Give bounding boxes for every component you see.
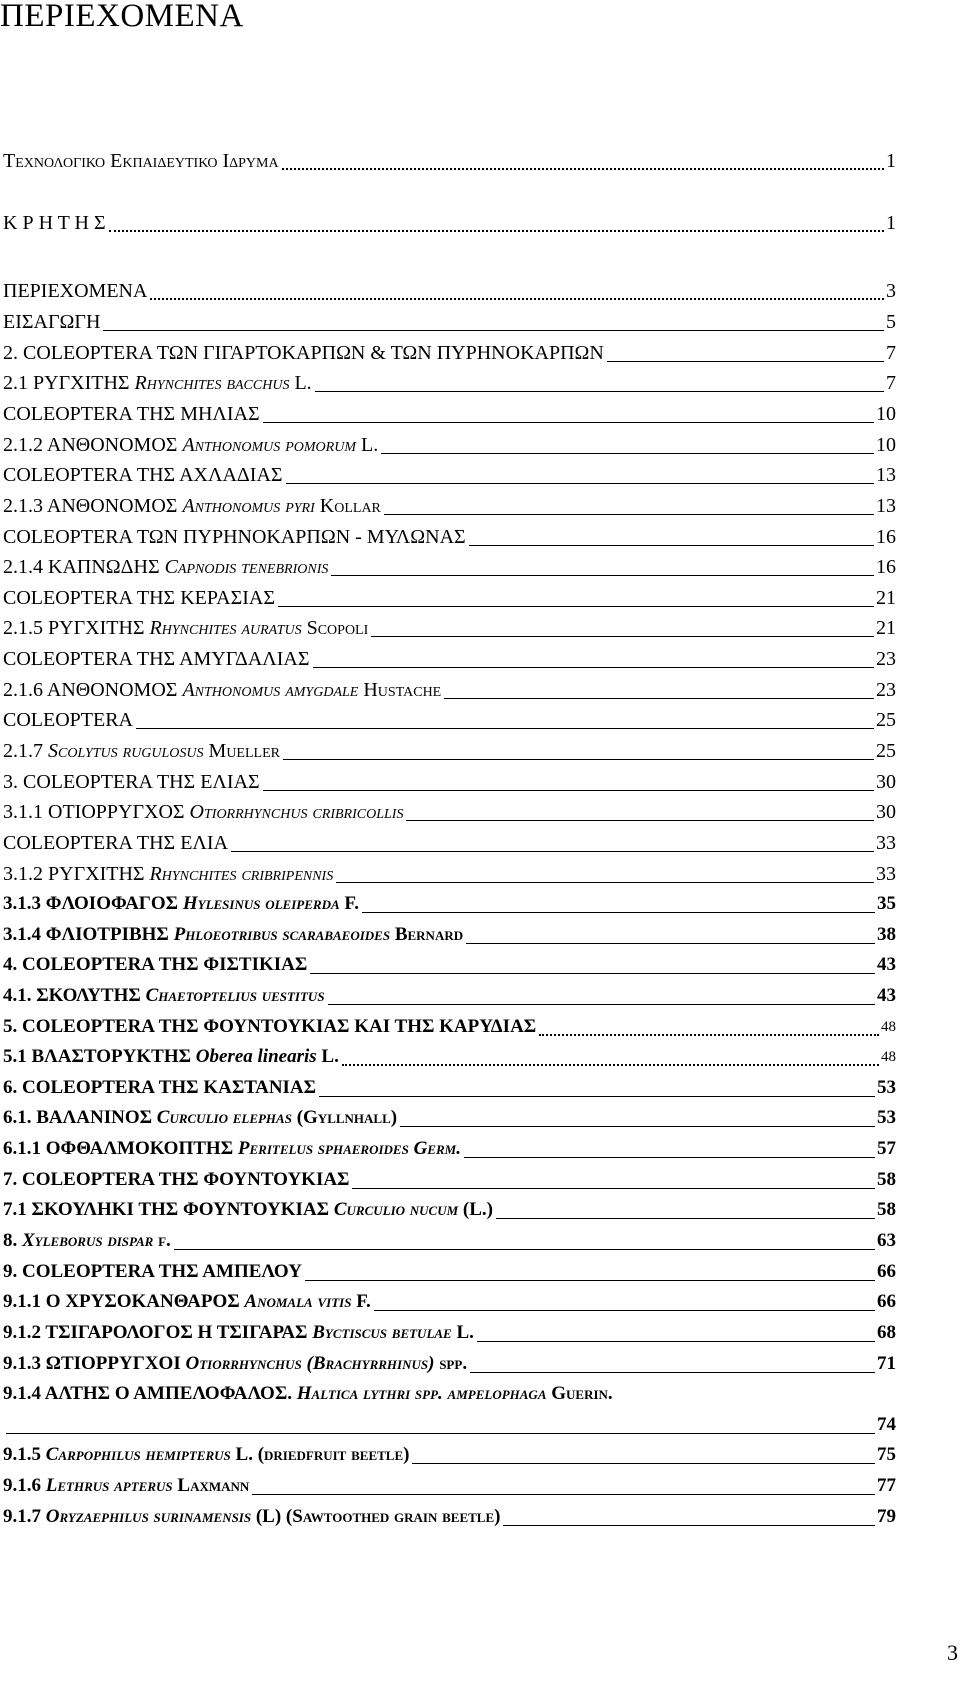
- toc-entry-title-part: L.: [451, 1322, 474, 1343]
- toc-page-number: 75: [877, 1444, 896, 1465]
- toc-entry[interactable]: [3, 706, 896, 732]
- toc-leader: [352, 1188, 875, 1189]
- toc-entry[interactable]: [3, 921, 896, 947]
- toc-entry-title-part: 9.1.6: [3, 1475, 46, 1496]
- toc-page-number: 7: [886, 342, 896, 364]
- toc-leader: [319, 1096, 875, 1097]
- toc-page-number: 13: [876, 464, 896, 486]
- toc-entry-title-part: Anthonomus amygdale: [182, 679, 359, 701]
- toc-entry[interactable]: [3, 369, 896, 395]
- toc-entry-title-part: 6.1. ΒΑΛΑΝΙΝΟΣ: [3, 1107, 157, 1128]
- toc-leader: [331, 575, 874, 576]
- toc-entry[interactable]: [3, 308, 896, 334]
- toc-entry-title-part: 2.1.7: [3, 740, 48, 762]
- toc-entry-title: [3, 1382, 613, 1406]
- toc-entry-title: [3, 616, 368, 640]
- toc-entry-title-part: COLEOPTERA ΤΗΣ ΕΛΙΑ: [3, 832, 229, 854]
- toc-entry-title-part: 3. COLEOPTERA ΤΗΣ ΕΛΙΑΣ: [3, 771, 260, 793]
- toc-entry[interactable]: [3, 737, 896, 763]
- toc-entry-title-part: (Gyllnhall): [291, 1107, 398, 1128]
- toc-entry-title: [3, 739, 280, 763]
- toc-entry[interactable]: [3, 1196, 896, 1222]
- toc-leader: [283, 759, 874, 760]
- toc-entry-title-part: Chaetoptelius uestitus: [145, 985, 325, 1006]
- toc-entry-title-part: Phloeotribus scarabaeoides: [173, 924, 391, 945]
- toc-leader: [231, 851, 874, 852]
- toc-entry[interactable]: [3, 1135, 896, 1161]
- toc-entry[interactable]: [3, 553, 896, 579]
- toc-entry-title-part: COLEOPTERA ΤΗΣ ΜΗΛΙΑΣ: [3, 403, 260, 425]
- toc-leader: [103, 330, 884, 331]
- toc-entry[interactable]: [3, 829, 896, 855]
- toc-page-number: 16: [876, 556, 896, 578]
- toc-leader: [464, 1157, 875, 1158]
- toc-page-number: 53: [877, 1077, 896, 1098]
- toc-leader: [282, 168, 884, 170]
- toc-entry-title: [3, 1260, 302, 1284]
- toc-entry-title-part: Guerin.: [546, 1383, 613, 1404]
- toc-page-number: 74: [877, 1414, 896, 1435]
- toc-leader: [6, 1433, 875, 1434]
- toc-entry[interactable]: [3, 1319, 896, 1345]
- toc-entry-title-part: f.: [153, 1230, 171, 1251]
- toc-entry-title-part: Τεχνολογικο Εκπαιδευτικο Ιδρυμα: [3, 150, 279, 172]
- toc-entry-title: [3, 555, 328, 579]
- toc-leader: [607, 361, 884, 362]
- toc-page-number: 35: [877, 893, 896, 914]
- toc-page-number: 16: [876, 526, 896, 548]
- toc-entry[interactable]: [3, 645, 896, 671]
- toc-entry-title-part: 4. COLEOPTERA ΤΗΣ ΦΙΣΤΙΚΙΑΣ: [3, 954, 308, 975]
- toc-page-number: 58: [877, 1199, 896, 1220]
- toc-entry-title-part: 9.1.7: [3, 1506, 46, 1527]
- toc-leader: [362, 912, 875, 913]
- toc-entry-title-part: Byctiscus betulae: [312, 1322, 452, 1343]
- toc-entry[interactable]: [3, 614, 896, 640]
- toc-entry-title-part: COLEOPTERA ΤΗΣ ΑΧΛΑΔΙΑΣ: [3, 464, 283, 486]
- toc-entry-title-part: Hylesinus oleiperda: [182, 893, 340, 914]
- toc-entry-title-part: Rhynchites bacchus: [134, 372, 290, 394]
- toc-entry-title: [3, 862, 333, 886]
- toc-entry-title: [3, 923, 463, 947]
- toc-entry-title-part: Lethrus apterus: [45, 1475, 173, 1496]
- toc-entry-title-part: Otiorrhynchus cribricollis: [189, 801, 404, 823]
- toc-entry-title-part: Curculio elephas: [156, 1107, 292, 1128]
- toc-entry-title-part: (L.): [458, 1199, 493, 1220]
- toc-entry-title-part: 9.1.4 ΑΛΤΗΣ Ο ΑΜΠΕΛΟΦΑΛΟΣ.: [3, 1383, 297, 1404]
- toc-leader: [342, 1064, 879, 1066]
- toc-page-number: 38: [877, 924, 896, 945]
- toc-entry-title-part: 2.1 ΡΥΓΧΙΤΗΣ: [3, 372, 135, 394]
- toc-entry[interactable]: [3, 492, 896, 518]
- toc-page-number: 3: [886, 280, 896, 302]
- toc-entry[interactable]: [3, 1043, 896, 1069]
- toc-entry[interactable]: [3, 890, 896, 916]
- toc-entry-title-part: Κ Ρ Η Τ Η Σ: [3, 212, 106, 234]
- toc-entry-title-part: 9. COLEOPTERA ΤΗΣ ΑΜΠΕΛΟΥ: [3, 1261, 302, 1282]
- toc-leader: [496, 1218, 875, 1219]
- toc-entry-title: [3, 463, 283, 487]
- toc-entry[interactable]: [3, 147, 896, 173]
- toc-entry-title: [3, 310, 100, 334]
- toc-leader: [313, 667, 874, 668]
- toc-entry[interactable]: [3, 798, 896, 824]
- toc-entry-title-part: Rhynchites cribripennis: [149, 863, 334, 885]
- toc-entry-title-part: 8.: [3, 1230, 22, 1251]
- toc-entry-title-part: 2.1.3 ΑΝΘΟΝΟΜΟΣ: [3, 495, 183, 517]
- toc-page-number: 5: [886, 311, 896, 333]
- toc-entry-title-part: L.: [355, 434, 379, 456]
- toc-entry-title: [3, 831, 228, 855]
- toc-entry-title: [3, 1443, 409, 1467]
- toc-entry-title: [3, 708, 133, 732]
- toc-entry-title: [3, 1106, 397, 1130]
- toc-page-number: 10: [876, 434, 896, 456]
- toc-page-number: 43: [877, 985, 896, 1006]
- toc-entry[interactable]: [3, 1166, 896, 1192]
- toc-leader: [406, 820, 874, 821]
- toc-entry[interactable]: [3, 339, 896, 365]
- toc-entry-title: [3, 770, 260, 794]
- toc-leader: [109, 230, 884, 232]
- toc-page-number: 33: [876, 832, 896, 854]
- toc-leader: [136, 728, 874, 729]
- toc-leader: [470, 1372, 875, 1373]
- toc-entry-title: [3, 525, 466, 549]
- toc-leader: [466, 943, 875, 944]
- toc-entry-title: [3, 371, 312, 395]
- toc-page-number: 66: [877, 1291, 896, 1312]
- toc-page-number: 21: [876, 617, 896, 639]
- toc-entry[interactable]: [3, 1227, 896, 1253]
- toc-leader: [278, 606, 874, 607]
- toc-leader: [384, 514, 874, 515]
- toc-entry-title-part: 5.1 ΒΛΑΣΤΟΡΥΚΤΗΣ: [3, 1046, 196, 1067]
- toc-entry-title-part: 2.1.6 ΑΝΘΟΝΟΜΟΣ: [3, 679, 183, 701]
- toc-entry-title: [3, 1168, 349, 1192]
- toc-entry[interactable]: [3, 860, 896, 886]
- toc-entry-title-part: Anomala vitis: [244, 1291, 352, 1312]
- toc-entry-title-part: ΕΙΣΑΓΩΓΗ: [3, 311, 101, 333]
- toc-page-number: 25: [876, 709, 896, 731]
- toc-entry-title-part: 3.1.3 ΦΛΟΙΟΦΑΓΟΣ: [3, 893, 183, 914]
- toc-leader: [400, 1126, 875, 1127]
- toc-page-number: 57: [877, 1138, 896, 1159]
- toc-leader: [174, 1249, 875, 1250]
- toc-entry-title: [3, 984, 325, 1008]
- toc-leader: [263, 422, 874, 423]
- toc-entry-title-part: Anthonomus pyri: [182, 495, 315, 517]
- toc-page-number: 30: [876, 801, 896, 823]
- toc-leader: [477, 1341, 875, 1342]
- toc-page-number: 23: [876, 679, 896, 701]
- toc-entry[interactable]: [3, 1472, 896, 1498]
- toc-leader: [150, 298, 884, 300]
- toc-entry-title-part: COLEOPTERA ΤΗΣ ΑΜΥΓΔΑΛΙΑΣ: [3, 648, 310, 670]
- toc-page-number: 53: [877, 1107, 896, 1128]
- toc-entry-title: [3, 678, 441, 702]
- page-title: ΠΕΡΙΕΧΟΜΕΝΑ: [0, 0, 244, 34]
- toc-leader: [539, 1034, 879, 1036]
- toc-entry-title-part: Otiorrhynchus (Brachyrrhinus): [185, 1353, 435, 1374]
- toc-page-number: 77: [877, 1475, 896, 1496]
- toc-entry-title-part: Bernard: [390, 924, 464, 945]
- toc-entry-title-part: 7. COLEOPTERA ΤΗΣ ΦΟΥΝΤΟΥΚΙΑΣ: [3, 1169, 350, 1190]
- toc-entry[interactable]: [3, 1411, 896, 1437]
- toc-entry[interactable]: [3, 1104, 896, 1130]
- toc-leader: [315, 391, 884, 392]
- toc-entry[interactable]: [3, 523, 896, 549]
- toc-entry[interactable]: [3, 209, 896, 235]
- toc-entry-title-part: 2.1.4 ΚΑΠΝΩΔΗΣ: [3, 556, 165, 578]
- toc-leader: [444, 698, 874, 699]
- toc-entry-title-part: Oberea linearis: [195, 1046, 317, 1067]
- toc-entry-title-part: 9.1.1 Ο ΧΡΥΣΟΚΑΝΘΑΡΟΣ: [3, 1291, 245, 1312]
- toc-entry-title-part: Curculio nucum: [333, 1199, 459, 1220]
- toc-entry-title-part: F.: [339, 893, 359, 914]
- toc-page-number: 1: [886, 212, 896, 234]
- toc-entry-title-part: 2.1.5 ΡΥΓΧΙΤΗΣ: [3, 617, 150, 639]
- toc-page-number: 79: [877, 1506, 896, 1527]
- toc-entry[interactable]: [3, 768, 896, 794]
- toc-entry-title-part: 3.1.4 ΦΛΙΟΤΡΙΒΗΣ: [3, 924, 174, 945]
- toc-entry-title-part: 4.1. ΣΚΟΛΥΤΗΣ: [3, 985, 146, 1006]
- toc-entry-title: [3, 341, 604, 365]
- toc-page-number: 25: [876, 740, 896, 762]
- toc-page-number: 10: [876, 403, 896, 425]
- toc-entry-title-part: 6. COLEOPTERA ΤΗΣ ΚΑΣΤΑΝΙΑΣ: [3, 1077, 317, 1098]
- toc-entry-title: [3, 402, 260, 426]
- toc-page-number: 7: [886, 372, 896, 394]
- toc-leader: [310, 973, 875, 974]
- toc-entry-title-part: (L) (Sawtoothed grain beetle): [251, 1506, 501, 1527]
- toc-entry-title: [3, 1045, 339, 1069]
- toc-page-number: 63: [877, 1230, 896, 1251]
- toc-entry-title-part: Kollar: [314, 495, 381, 517]
- toc-entry-title: [3, 800, 403, 824]
- toc-page-number: 71: [877, 1353, 896, 1374]
- toc-entry-title: [3, 1474, 249, 1498]
- toc-entry-title-part: L.: [316, 1046, 339, 1067]
- toc-leader: [252, 1494, 875, 1495]
- toc-entry-title-part: 3.1.2 ΡΥΓΧΙΤΗΣ: [3, 863, 150, 885]
- toc-entry-title: [3, 211, 106, 235]
- toc-entry-title-part: F.: [351, 1291, 371, 1312]
- toc-entry[interactable]: [3, 400, 896, 426]
- toc-leader: [503, 1525, 875, 1526]
- toc-entry-title-part: Xyleborus dispar: [22, 1230, 154, 1251]
- page-number: 3: [947, 1640, 958, 1665]
- toc-entry-title-part: 6.1.1 ΟΦΘΑΛΜΟΚΟΠΤΗΣ: [3, 1138, 238, 1159]
- toc-leader: [469, 545, 874, 546]
- toc-leader: [336, 882, 874, 883]
- toc-page-number: 43: [877, 954, 896, 975]
- toc-entry-title-part: Oryzaephilus surinamensis: [45, 1506, 252, 1527]
- toc-entry-title-part: Anthonomus pomorum: [182, 434, 356, 456]
- toc-entry-title-part: 9.1.2 ΤΣΙΓΑΡΟΛΟΓΟΣ Η ΤΣΙΓΑΡΑΣ: [3, 1322, 313, 1343]
- toc-entry[interactable]: [3, 277, 896, 303]
- toc-entry[interactable]: [3, 1013, 896, 1039]
- toc-entry-title-part: 7.1 ΣΚΟΥΛΗΚΙ ΤΗΣ ΦΟΥΝΤΟΥΚΙΑΣ: [3, 1199, 334, 1220]
- toc-entry-title-part: Mueller: [203, 740, 280, 762]
- toc-entry-title-part: 9.1.3 ΩΤΙΟΡΡΥΓΧΟΙ: [3, 1353, 186, 1374]
- toc-page-number: 1: [886, 150, 896, 172]
- toc-page-number: 48: [881, 1049, 896, 1065]
- toc-page-number: 33: [876, 863, 896, 885]
- toc-page-number: 30: [876, 771, 896, 793]
- toc-page-number: 66: [877, 1261, 896, 1282]
- toc-entry-title-part: Scolytus rugulosus: [48, 740, 204, 762]
- toc-leader: [305, 1280, 875, 1281]
- toc-entry-title-part: Rhynchites auratus: [149, 617, 302, 639]
- toc-entry-title: [3, 1505, 500, 1529]
- toc-entry-title-part: 2.1.2 ΑΝΘΟΝΟΜΟΣ: [3, 434, 183, 456]
- toc-entry-title-part: 9.1.5: [3, 1444, 46, 1465]
- toc-entry-title: [3, 279, 147, 303]
- toc-entry-title: [3, 149, 279, 173]
- toc-leader: [328, 1004, 875, 1005]
- toc-entry[interactable]: [3, 982, 896, 1008]
- toc-entry[interactable]: [3, 1350, 896, 1376]
- toc-entry-title-part: spp.: [434, 1353, 468, 1374]
- toc-entry-title: [3, 647, 310, 671]
- toc-entry[interactable]: [3, 1258, 896, 1284]
- toc-page-number: 21: [876, 587, 896, 609]
- toc-entry[interactable]: [3, 1380, 896, 1406]
- toc-entry-title: [3, 1015, 536, 1039]
- toc-page-number: 13: [876, 495, 896, 517]
- toc-entry-title-part: COLEOPTERA: [3, 709, 133, 731]
- toc-leader: [263, 790, 874, 791]
- toc-entry-title-part: 2. COLEOPTERA ΤΩΝ ΓΙΓΑΡΤΟΚΑΡΠΩΝ & ΤΩΝ ΠΥΡΗΝΟΚΑΡΠΩΝ: [3, 342, 604, 364]
- toc-entry-title-part: Peritelus sphaeroides Germ.: [237, 1138, 461, 1159]
- toc-entry-title-part: COLEOPTERA ΤΩΝ ΠΥΡΗΝΟΚΑΡΠΩΝ - ΜΥΛΩΝΑΣ: [3, 526, 466, 548]
- toc-leader: [286, 483, 874, 484]
- toc-leader: [381, 453, 874, 454]
- toc-entry-title-part: ΠΕΡΙΕΧΟΜΕΝΑ: [3, 280, 148, 302]
- toc-entry-title: [3, 1321, 474, 1345]
- toc-entry-title-part: Carpophilus hemipterus: [45, 1444, 231, 1465]
- toc-entry-title-part: 5. COLEOPTERA ΤΗΣ ΦΟΥΝΤΟΥΚΙΑΣ ΚΑΙ ΤΗΣ ΚΑΡΥΔΙΑΣ: [3, 1016, 537, 1037]
- toc-entry-title-part: Laxmann: [172, 1475, 250, 1496]
- toc-page-number: 58: [877, 1169, 896, 1190]
- toc-entry-title: [3, 433, 378, 457]
- toc-entry-title-part: Hustache: [358, 679, 442, 701]
- toc-leader: [412, 1463, 875, 1464]
- toc-entry-title: [3, 1076, 316, 1100]
- toc-entry-title: [3, 1198, 493, 1222]
- toc-entry-title: [3, 494, 381, 518]
- toc-entry-title-part: Scopoli: [301, 617, 369, 639]
- toc-entry[interactable]: [3, 951, 896, 977]
- toc-leader: [371, 636, 874, 637]
- toc-page-number: 23: [876, 648, 896, 670]
- toc-entry[interactable]: [3, 1288, 896, 1314]
- toc-entry[interactable]: [3, 676, 896, 702]
- toc-entry-title: [3, 1137, 461, 1161]
- toc-entry[interactable]: [3, 461, 896, 487]
- toc-entry-title-part: L.: [289, 372, 312, 394]
- toc-entry-title-part: COLEOPTERA ΤΗΣ ΚΕΡΑΣΙΑΣ: [3, 587, 275, 609]
- toc-entry-title: [3, 892, 359, 916]
- toc-page-number: 68: [877, 1322, 896, 1343]
- toc-entry[interactable]: [3, 1441, 896, 1467]
- toc-entry-title: [3, 1229, 171, 1253]
- toc-entry-title-part: L. (driedfruit beetle): [230, 1444, 410, 1465]
- toc-entry-title: [3, 953, 307, 977]
- toc-entry[interactable]: [3, 1074, 896, 1100]
- toc-entry-title: [3, 1352, 467, 1376]
- toc-entry-title: [3, 586, 275, 610]
- toc-entry-title-part: Capnodis tenebrionis: [164, 556, 329, 578]
- toc-entry[interactable]: [3, 1503, 896, 1529]
- toc-entry[interactable]: [3, 431, 896, 457]
- toc-leader: [374, 1310, 875, 1311]
- toc-entry-title-part: 3.1.1 ΟΤΙΟΡΡΥΓΧΟΣ: [3, 801, 190, 823]
- toc-entry-title-part: Haltica lythri spp. ampelophaga: [296, 1383, 547, 1404]
- toc-entry[interactable]: [3, 584, 896, 610]
- toc-entry-title: [3, 1290, 371, 1314]
- toc-page-number: 48: [881, 1019, 896, 1035]
